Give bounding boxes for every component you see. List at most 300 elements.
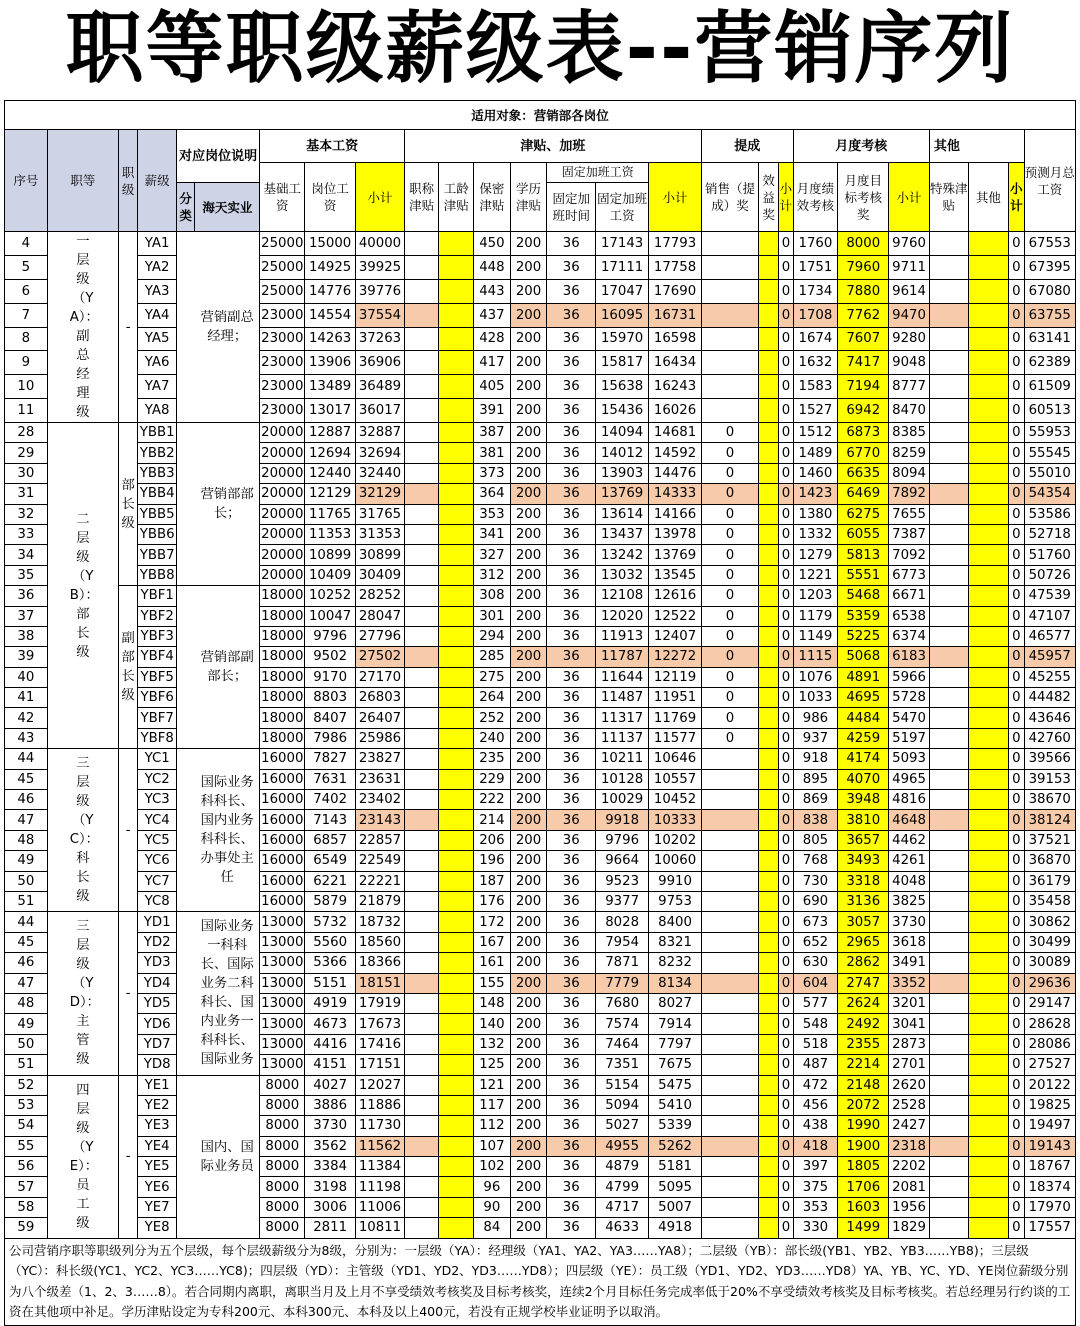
- table-cell: 9048: [889, 351, 930, 375]
- table-cell: [439, 545, 474, 565]
- table-cell: 10202: [649, 830, 702, 850]
- table-cell: 8777: [889, 375, 930, 399]
- table-cell: [701, 851, 758, 871]
- table-cell: 7464: [596, 1034, 649, 1054]
- table-cell: [929, 1197, 968, 1217]
- table-cell: 1990: [838, 1116, 889, 1136]
- table-cell: 9711: [889, 255, 930, 279]
- table-cell: [701, 375, 758, 399]
- table-cell: [404, 749, 439, 769]
- table-cell: [701, 1197, 758, 1217]
- table-cell: 36: [547, 327, 596, 351]
- cell-seq: 9: [5, 351, 48, 375]
- table-cell: 13032: [596, 565, 649, 585]
- table-cell: 1900: [838, 1136, 889, 1156]
- table-row: [5, 810, 1076, 830]
- table-cell: [929, 708, 968, 728]
- table-cell: 19825: [1024, 1095, 1075, 1115]
- table-cell: 0: [701, 688, 758, 708]
- table-cell: 26407: [356, 708, 405, 728]
- table-cell: 12440: [305, 463, 356, 483]
- table-cell: 36489: [356, 375, 405, 399]
- table-cell: 14263: [305, 327, 356, 351]
- table-cell: 10047: [305, 606, 356, 626]
- table-cell: 36: [547, 830, 596, 850]
- table-cell: 3948: [838, 790, 889, 810]
- table-cell: 200: [510, 586, 547, 606]
- table-cell: [404, 953, 439, 973]
- table-cell: 2355: [838, 1034, 889, 1054]
- table-cell: 200: [510, 688, 547, 708]
- table-cell: 0: [1009, 1095, 1024, 1115]
- table-cell: [968, 524, 1009, 544]
- table-cell: 0: [779, 565, 793, 585]
- table-cell: 5262: [649, 1136, 702, 1156]
- table-cell: 36: [547, 545, 596, 565]
- table-cell: [439, 912, 474, 932]
- table-cell: 0: [1009, 1136, 1024, 1156]
- table-row: [5, 375, 1076, 399]
- cell-seq: 8: [5, 327, 48, 351]
- table-cell: 0: [779, 626, 793, 646]
- table-cell: 1805: [838, 1157, 889, 1177]
- table-cell: 200: [510, 375, 547, 399]
- table-cell: 308: [474, 586, 511, 606]
- table-cell: 1332: [793, 524, 838, 544]
- table-cell: [439, 993, 474, 1013]
- table-cell: [758, 1157, 778, 1177]
- table-cell: 0: [1009, 399, 1024, 423]
- table-cell: 13903: [596, 463, 649, 483]
- table-cell: 10128: [596, 769, 649, 789]
- table-row: [5, 232, 1076, 256]
- table-cell: 38670: [1024, 790, 1075, 810]
- table-cell: 16000: [260, 810, 305, 830]
- table-cell: 8407: [305, 708, 356, 728]
- table-cell: 7351: [596, 1055, 649, 1075]
- table-cell: [439, 1075, 474, 1095]
- table-cell: 0: [1009, 708, 1024, 728]
- table-cell: 6635: [838, 463, 889, 483]
- table-cell: [968, 769, 1009, 789]
- table-cell: [758, 463, 778, 483]
- table-row: [5, 443, 1076, 463]
- table-cell: [404, 586, 439, 606]
- table-cell: 353: [793, 1197, 838, 1217]
- table-cell: [439, 443, 474, 463]
- table-cell: 36906: [356, 351, 405, 375]
- table-cell: 5732: [305, 912, 356, 932]
- table-cell: [404, 606, 439, 626]
- table-cell: [929, 953, 968, 973]
- table-cell: [404, 769, 439, 789]
- table-cell: [929, 769, 968, 789]
- table-cell: [701, 232, 758, 256]
- table-cell: [404, 708, 439, 728]
- table-cell: 36: [547, 606, 596, 626]
- table-cell: 4648: [889, 810, 930, 830]
- table-cell: 418: [793, 1136, 838, 1156]
- table-cell: 4416: [305, 1034, 356, 1054]
- table-cell: [404, 1075, 439, 1095]
- table-cell: 6538: [889, 606, 930, 626]
- table-cell: [701, 1034, 758, 1054]
- table-cell: [701, 912, 758, 932]
- table-cell: 0: [701, 524, 758, 544]
- table-cell: 0: [1009, 728, 1024, 748]
- table-cell: 652: [793, 932, 838, 952]
- table-cell: [968, 667, 1009, 687]
- table-cell: 0: [1009, 891, 1024, 911]
- table-row: [5, 279, 1076, 303]
- table-cell: [758, 749, 778, 769]
- table-cell: 5027: [596, 1116, 649, 1136]
- table-row: [5, 1055, 1076, 1075]
- table-cell: 373: [474, 463, 511, 483]
- table-cell: 3198: [305, 1177, 356, 1197]
- table-cell: [968, 1157, 1009, 1177]
- table-cell: 23000: [260, 399, 305, 423]
- table-cell: 200: [510, 1116, 547, 1136]
- table-cell: [968, 1177, 1009, 1197]
- table-cell: 47107: [1024, 606, 1075, 626]
- table-cell: [404, 932, 439, 952]
- table-cell: 9796: [305, 626, 356, 646]
- table-cell: 200: [510, 728, 547, 748]
- hdr-subtotal-allow: 小计: [649, 163, 702, 232]
- table-cell: 4695: [838, 688, 889, 708]
- table-cell: 7680: [596, 993, 649, 1013]
- table-cell: 36: [547, 1034, 596, 1054]
- table-cell: 36: [547, 1136, 596, 1156]
- table-row: [5, 1157, 1076, 1177]
- table-cell: 200: [510, 810, 547, 830]
- table-cell: [929, 586, 968, 606]
- cell-seq: 6: [5, 279, 48, 303]
- table-cell: 2214: [838, 1055, 889, 1075]
- table-cell: [929, 1014, 968, 1034]
- table-cell: 5879: [305, 891, 356, 911]
- table-cell: [968, 375, 1009, 399]
- table-cell: [758, 1075, 778, 1095]
- table-cell: 1499: [838, 1218, 889, 1238]
- table-cell: 4484: [838, 708, 889, 728]
- table-cell: 36: [547, 790, 596, 810]
- table-cell: 36: [547, 728, 596, 748]
- table-cell: 518: [793, 1034, 838, 1054]
- table-cell: 16598: [649, 327, 702, 351]
- table-cell: [701, 327, 758, 351]
- table-cell: 200: [510, 524, 547, 544]
- table-cell: [404, 647, 439, 667]
- table-cell: [968, 327, 1009, 351]
- table-cell: 36: [547, 688, 596, 708]
- page-title: 职等职级薪级表--营销序列: [65, 4, 1015, 94]
- table-cell: [439, 423, 474, 443]
- table-cell: 50726: [1024, 565, 1075, 585]
- table-cell: [701, 1095, 758, 1115]
- table-cell: [439, 667, 474, 687]
- cell-salary-level: YBB1: [138, 423, 177, 443]
- cell-grade: 二层级（YB）：部长级: [47, 423, 118, 749]
- cell-position-desc: 国际业务科科长、国内业务科科长、办事处主任: [176, 749, 259, 912]
- table-cell: 5410: [649, 1095, 702, 1115]
- table-cell: 8470: [889, 399, 930, 423]
- table-cell: 200: [510, 1075, 547, 1095]
- table-cell: 28252: [356, 586, 405, 606]
- cell-seq: 54: [5, 1116, 48, 1136]
- table-cell: 63755: [1024, 303, 1075, 327]
- cell-salary-level: YA8: [138, 399, 177, 423]
- table-cell: 17758: [649, 255, 702, 279]
- table-cell: 11353: [305, 524, 356, 544]
- cell-level: 副部长级: [118, 586, 137, 749]
- table-cell: 25000: [260, 232, 305, 256]
- table-cell: [404, 891, 439, 911]
- table-row: [5, 891, 1076, 911]
- table-cell: [968, 891, 1009, 911]
- table-cell: 47539: [1024, 586, 1075, 606]
- hdr-forecast: 预测月总工资: [1024, 130, 1075, 232]
- table-cell: [758, 545, 778, 565]
- cell-seq: 38: [5, 626, 48, 646]
- table-cell: [404, 1177, 439, 1197]
- table-cell: 0: [701, 565, 758, 585]
- table-cell: 7655: [889, 504, 930, 524]
- table-cell: 0: [1009, 351, 1024, 375]
- table-cell: 200: [510, 303, 547, 327]
- table-cell: 36: [547, 351, 596, 375]
- table-row: [5, 1136, 1076, 1156]
- table-cell: [758, 871, 778, 891]
- table-cell: 200: [510, 790, 547, 810]
- table-cell: 96: [474, 1177, 511, 1197]
- table-cell: 36: [547, 279, 596, 303]
- cell-seq: 11: [5, 399, 48, 423]
- table-cell: [404, 790, 439, 810]
- table-cell: 16095: [596, 303, 649, 327]
- cell-salary-level: YD8: [138, 1055, 177, 1075]
- table-cell: [701, 1218, 758, 1238]
- footnote: 公司营销序职等职级列分为五个层级，每个层级薪级分为8级，分别为：一层级（YA）：经理级（YA1、YA2、YA3……YA8）；二层级（YB）：部长级(YB1、YB2、YB3……YB8)；三层级（YC）：科长级(YC1、YC2、YC3……YC8)；四层级（YD）：主管级（YD1、YD2、YD3……YD8）；四层级（YE）：员工级（YD1、YD2、YD3……YD8）YA、YB、YC、YD、YE岗位薪级分别为八个级差（1、2、3……8）。若合同期内离职，离职当月及上月不享受绩效考核奖及目标考核奖，连续2个月目标任务完成率低于20%不享受绩效考核奖及目标考核奖。若总经理另行约谈的工资在其他项中补足。学历津贴设定为专科200元、本科300元、本科及以上400元，若没有正规学校毕业证明予以取消。: [5, 1238, 1076, 1325]
- table-cell: [929, 399, 968, 423]
- table-cell: 200: [510, 1197, 547, 1217]
- cell-seq: 34: [5, 545, 48, 565]
- table-cell: 4261: [889, 851, 930, 871]
- cell-salary-level: YA1: [138, 232, 177, 256]
- cell-salary-level: YD3: [138, 953, 177, 973]
- table-row: [5, 1116, 1076, 1136]
- table-cell: 4633: [596, 1218, 649, 1238]
- table-cell: 9918: [596, 810, 649, 830]
- table-cell: 0: [779, 953, 793, 973]
- cell-salary-level: YA7: [138, 375, 177, 399]
- cell-salary-level: YD2: [138, 932, 177, 952]
- table-cell: 9377: [596, 891, 649, 911]
- table-cell: 27527: [1024, 1055, 1075, 1075]
- table-cell: [929, 993, 968, 1013]
- table-cell: 8027: [649, 993, 702, 1013]
- table-cell: 36870: [1024, 851, 1075, 871]
- table-cell: 0: [779, 303, 793, 327]
- table-cell: [929, 443, 968, 463]
- table-cell: [929, 626, 968, 646]
- table-cell: 18000: [260, 728, 305, 748]
- table-cell: 20000: [260, 463, 305, 483]
- cell-seq: 28: [5, 423, 48, 443]
- table-cell: 200: [510, 255, 547, 279]
- table-cell: 10060: [649, 851, 702, 871]
- table-cell: 1583: [793, 375, 838, 399]
- table-cell: 39153: [1024, 769, 1075, 789]
- table-cell: [439, 232, 474, 256]
- table-cell: [968, 932, 1009, 952]
- table-cell: [968, 1014, 1009, 1034]
- cell-salary-level: YA4: [138, 303, 177, 327]
- table-row: [5, 688, 1076, 708]
- table-cell: [968, 1055, 1009, 1075]
- table-cell: 7880: [838, 279, 889, 303]
- table-cell: 12887: [305, 423, 356, 443]
- cell-seq: 55: [5, 1136, 48, 1156]
- table-cell: 3384: [305, 1157, 356, 1177]
- table-cell: 235: [474, 749, 511, 769]
- table-cell: [968, 851, 1009, 871]
- table-cell: 0: [779, 279, 793, 303]
- table-cell: 23402: [356, 790, 405, 810]
- table-cell: [404, 423, 439, 443]
- table-cell: 6221: [305, 871, 356, 891]
- table-cell: 0: [779, 790, 793, 810]
- table-cell: [758, 484, 778, 504]
- table-cell: 0: [1009, 565, 1024, 585]
- table-cell: 11006: [356, 1197, 405, 1217]
- table-row: [5, 255, 1076, 279]
- hdr-seniority-allow: 工龄津贴: [439, 163, 474, 232]
- table-cell: 36: [547, 586, 596, 606]
- table-cell: 13000: [260, 912, 305, 932]
- cell-seq: 51: [5, 1055, 48, 1075]
- cell-seq: 44: [5, 749, 48, 769]
- table-cell: 437: [474, 303, 511, 327]
- table-cell: [404, 973, 439, 993]
- table-cell: 36: [547, 375, 596, 399]
- table-cell: 838: [793, 810, 838, 830]
- table-cell: [439, 626, 474, 646]
- cell-position-desc: 营销副总经理；: [176, 232, 259, 423]
- table-cell: 0: [701, 423, 758, 443]
- table-cell: 15638: [596, 375, 649, 399]
- table-cell: [968, 303, 1009, 327]
- table-cell: [404, 728, 439, 748]
- table-cell: 27502: [356, 647, 405, 667]
- table-cell: 0: [1009, 667, 1024, 687]
- table-cell: 9796: [596, 830, 649, 850]
- table-cell: 200: [510, 443, 547, 463]
- table-cell: 6374: [889, 626, 930, 646]
- table-cell: [439, 565, 474, 585]
- table-cell: 23000: [260, 375, 305, 399]
- table-cell: [929, 504, 968, 524]
- table-cell: 0: [1009, 749, 1024, 769]
- table-cell: 0: [701, 443, 758, 463]
- table-cell: 36: [547, 423, 596, 443]
- hdr-position-desc: 对应岗位说明: [176, 130, 259, 183]
- table-cell: 13437: [596, 524, 649, 544]
- table-cell: [758, 830, 778, 850]
- table-cell: 5560: [305, 932, 356, 952]
- hdr-seq: 序号: [5, 130, 48, 232]
- table-cell: 39925: [356, 255, 405, 279]
- table-cell: [968, 463, 1009, 483]
- table-cell: 417: [474, 351, 511, 375]
- table-cell: 7914: [649, 1014, 702, 1034]
- cell-salary-level: YC3: [138, 790, 177, 810]
- cell-grade: 三层级（YC）：科长级: [47, 749, 118, 912]
- table-cell: 23000: [260, 327, 305, 351]
- table-cell: 15970: [596, 327, 649, 351]
- hdr-grade: 职等: [47, 130, 118, 232]
- table-cell: 27170: [356, 667, 405, 687]
- table-cell: [968, 1116, 1009, 1136]
- table-cell: 30499: [1024, 932, 1075, 952]
- table-cell: 3810: [838, 810, 889, 830]
- table-cell: 200: [510, 606, 547, 626]
- table-cell: 25000: [260, 279, 305, 303]
- table-cell: [404, 463, 439, 483]
- table-cell: 0: [1009, 810, 1024, 830]
- table-cell: [968, 586, 1009, 606]
- table-row: [5, 912, 1076, 932]
- table-cell: 20000: [260, 545, 305, 565]
- table-cell: 9502: [305, 647, 356, 667]
- table-cell: 36: [547, 912, 596, 932]
- table-cell: 252: [474, 708, 511, 728]
- cell-salary-level: YE5: [138, 1157, 177, 1177]
- cell-seq: 57: [5, 1177, 48, 1197]
- cell-seq: 37: [5, 606, 48, 626]
- table-cell: 16000: [260, 790, 305, 810]
- table-cell: 0: [1009, 463, 1024, 483]
- table-cell: 2620: [889, 1075, 930, 1095]
- table-cell: 36: [547, 1095, 596, 1115]
- table-cell: 0: [1009, 688, 1024, 708]
- table-cell: [758, 993, 778, 1013]
- table-cell: 36: [547, 973, 596, 993]
- cell-position-desc: 国内、国际业务员: [176, 1075, 259, 1238]
- table-cell: 548: [793, 1014, 838, 1034]
- table-cell: 63141: [1024, 327, 1075, 351]
- cell-seq: 50: [5, 1034, 48, 1054]
- table-cell: 0: [1009, 1055, 1024, 1075]
- table-cell: 0: [1009, 973, 1024, 993]
- table-cell: 11317: [596, 708, 649, 728]
- table-cell: [701, 1055, 758, 1075]
- table-cell: [929, 463, 968, 483]
- table-cell: [968, 1095, 1009, 1115]
- table-cell: 20122: [1024, 1075, 1075, 1095]
- table-cell: 7143: [305, 810, 356, 830]
- table-cell: 18000: [260, 626, 305, 646]
- table-cell: [404, 327, 439, 351]
- table-cell: [968, 626, 1009, 646]
- table-cell: 200: [510, 1014, 547, 1034]
- table-cell: 4717: [596, 1197, 649, 1217]
- table-cell: 0: [779, 375, 793, 399]
- table-cell: 23827: [356, 749, 405, 769]
- table-row: [5, 351, 1076, 375]
- table-cell: 32129: [356, 484, 405, 504]
